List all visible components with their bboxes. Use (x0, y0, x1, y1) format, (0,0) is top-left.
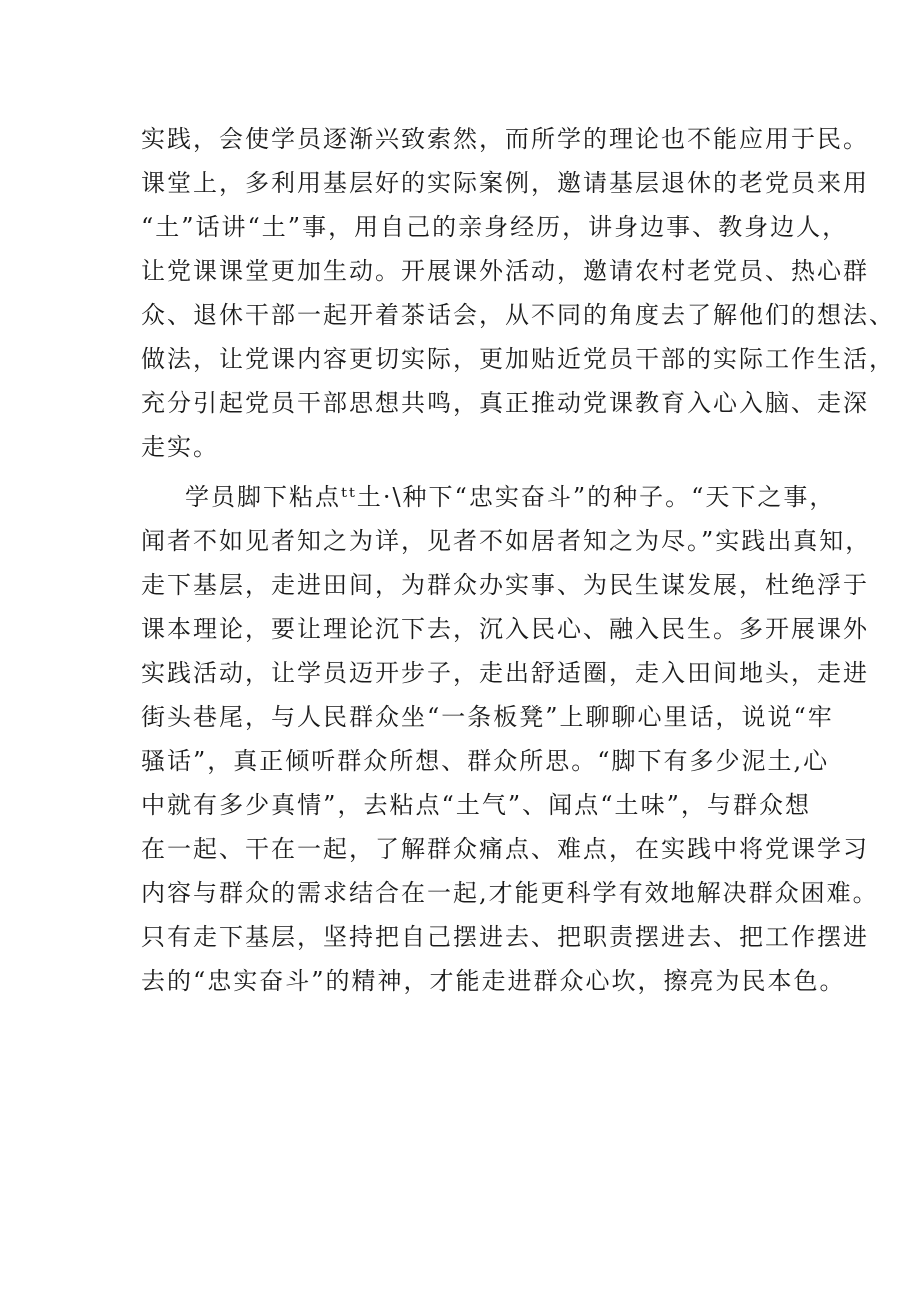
paragraph-2-line-11: 只有走下基层，坚持把自己摆进去、把职责摆进去、把工作摆进 (141, 923, 869, 951)
paragraph-1-line-5: 众、退休干部一起开着茶话会，从不同的角度去了解他们的想法、 (141, 301, 895, 329)
paragraph-1-line-7: 充分引起党员干部思想共鸣，真正推动党课教育入心入脑、走深 (141, 389, 869, 417)
paragraph-2-line-8: 中就有多少真情”，去粘点“土气”、闻点“土味”，与群众想 (141, 791, 811, 819)
paragraph-1-line-6: 做法，让党课内容更切实际，更加贴近党员干部的实际工作生活， (141, 345, 895, 373)
paragraph-2-line-6: 街头巷尾，与人民群众坐“一条板凳”上聊聊心里话，说说“牢 (141, 703, 834, 731)
paragraph-1-line-3: “土”话讲“土”事，用自己的亲身经历，讲身边事、教身边人， (141, 213, 849, 241)
paragraph-2 (141, 475, 879, 1003)
paragraph-1-line-8: 走实。 (141, 433, 219, 461)
paragraph-1 (141, 117, 895, 469)
paragraph-2-line-10: 内容与群众的需求结合在一起,才能更科学有效地解决群众困难。 (141, 879, 879, 907)
paragraph-1-line-1: 实践，会使学员逐渐兴致索然，而所学的理论也不能应用于民。 (141, 125, 869, 153)
paragraph-2-line-1: 学员脚下粘点ᵗᵗ土·\种下“忠实奋斗”的种子。“天下之事， (185, 483, 836, 511)
paragraph-2-line-12: 去的“忠实奋斗”的精神，才能走进群众心坎，擦亮为民本色。 (141, 967, 846, 995)
document-body (141, 117, 895, 1003)
paragraph-2-line-2: 闻者不如见者知之为详，见者不如居者知之为尽。”实践出真知， (141, 527, 872, 555)
paragraph-2-line-3: 走下基层，走进田间，为群众办实事、为民生谋发展，杜绝浮于 (141, 571, 869, 599)
paragraph-1-line-4: 让党课课堂更加生动。开展课外活动，邀请农村老党员、热心群 (141, 257, 869, 285)
paragraph-2-line-5: 实践活动，让学员迈开步子，走出舒适圈，走入田间地头，走进 (141, 659, 869, 687)
paragraph-1-line-2: 课堂上，多利用基层好的实际案例，邀请基层退休的老党员来用 (141, 169, 869, 197)
paragraph-2-line-4: 课本理论，要让理论沉下去，沉入民心、融入民生。多开展课外 (141, 615, 869, 643)
paragraph-2-line-9: 在一起、干在一起，了解群众痛点、难点，在实践中将党课学习 (141, 835, 869, 863)
paragraph-2-line-7: 骚话”，真正倾听群众所想、群众所思。“脚下有多少泥土,心 (141, 747, 830, 775)
